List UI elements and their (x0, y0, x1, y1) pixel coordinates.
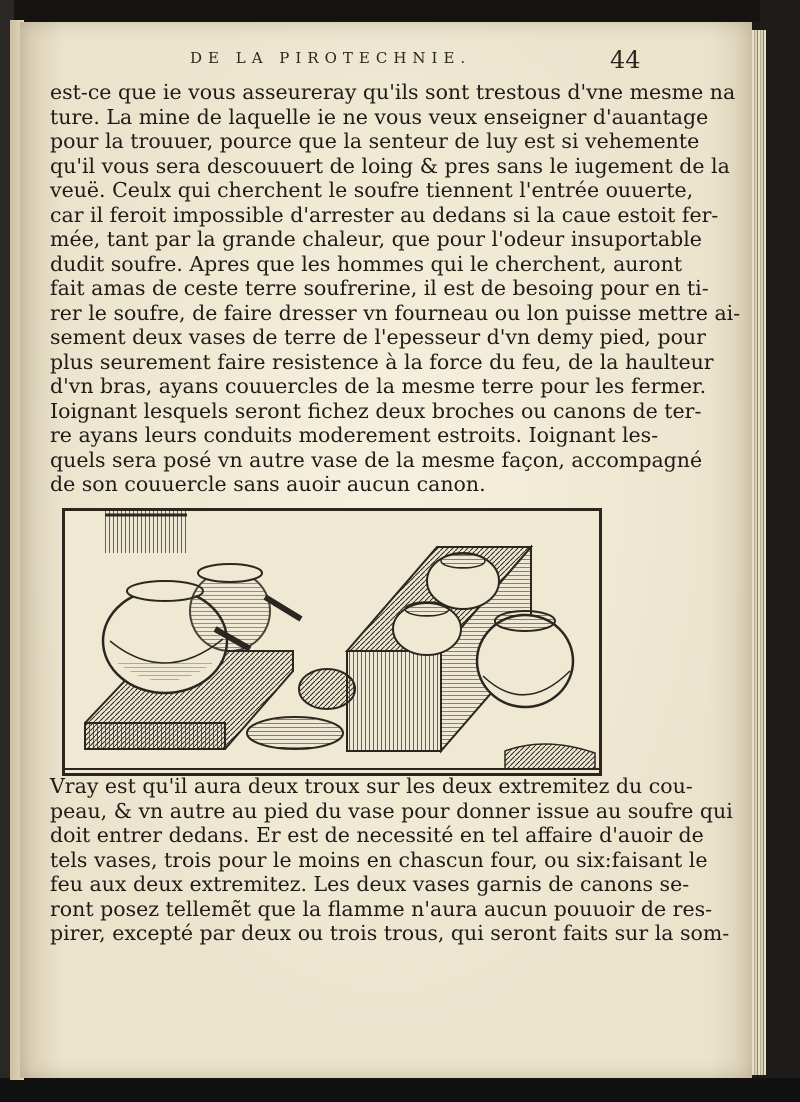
text-line: est-ce que ie vous asseureray qu'ils sont trestous d'vne mesme na (50, 80, 736, 104)
text-line: Ioignant lesquels seront fichez deux broches ou canons de ter- (50, 398, 702, 423)
text-line: pirer, excepté par deux ou trois trous, qui seront faits sur la som- (50, 921, 730, 945)
page-number: 44 (610, 46, 641, 74)
woodcut-illustration (62, 508, 602, 776)
paragraph-2 (50, 774, 733, 946)
text-line: ront posez tellemẽt que la flamme n'aura aucun pouuoir de res- (50, 896, 713, 921)
text-line: quels sera posé vn autre vase de la mesme façon, accompagné (50, 447, 703, 472)
text-line: feu aux deux extremitez. Les deux vases garnis de canons se- (50, 872, 690, 896)
text-line: peau, & vn autre au pied du vase pour donner issue au soufre qui (50, 798, 733, 823)
text-line: rer le soufre, de faire dresser vn fourneau ou lon puisse mettre ai- (50, 300, 741, 325)
text-line: doit entrer dedans. Er est de necessité en tel affaire d'auoir de (50, 823, 704, 847)
paragraph-1 (50, 80, 741, 497)
text-line: de son couuercle sans auoir aucun canon. (50, 472, 486, 496)
book-page (20, 22, 752, 1078)
text-line: fait amas de ceste terre soufrerine, il est de besoing pour en ti- (50, 276, 709, 300)
text-line: d'vn bras, ayans couuercles de la mesme terre pour les fermer. (50, 374, 707, 398)
text-line: re ayans leurs conduits moderement estroits. Ioignant les- (50, 423, 659, 447)
scan-border-bottom (0, 1078, 800, 1102)
right-furnace-front (347, 651, 441, 751)
scan-border-top (0, 0, 800, 22)
text-line: dudit soufre. Apres que les hommes qui le cherchent, auront (50, 251, 683, 276)
text-line: car il feroit impossible d'arrester au dedans si la caue estoit fer- (50, 202, 719, 227)
text-line: veuë. Ceulx qui cherchent le soufre tiennent l'entrée ouuerte, (50, 178, 694, 202)
text-line: ture. La mine de laquelle ie ne vous veux enseigner d'auantage (50, 104, 709, 129)
furnace-vessels-woodcut (65, 511, 599, 773)
running-head: DE LA PIROTECHNIE. (190, 49, 472, 67)
text-line: sement deux vases de terre de l'epesseur d'vn demy pied, pour (50, 325, 706, 349)
fringe-shape (105, 511, 187, 553)
text-line: qu'il vous sera descouuert de loing & pres sans le iugement de la (50, 153, 730, 178)
text-line: tels vases, trois pour le moins en chascun four, ou six:faisant le (50, 847, 708, 872)
scan-border-right (760, 0, 800, 1102)
text-line: mée, tant par la grande chaleur, que pour l'odeur insuportable (50, 227, 702, 251)
text-line: Vray est qu'il aura deux troux sur les deux extremitez du cou- (50, 774, 693, 798)
text-line: plus seurement faire resistence à la force du feu, de la haulteur (50, 349, 714, 374)
loose-lid (247, 717, 343, 749)
text-line: pour la trouuer, pource que la senteur de luy est si vehemente (50, 129, 700, 153)
